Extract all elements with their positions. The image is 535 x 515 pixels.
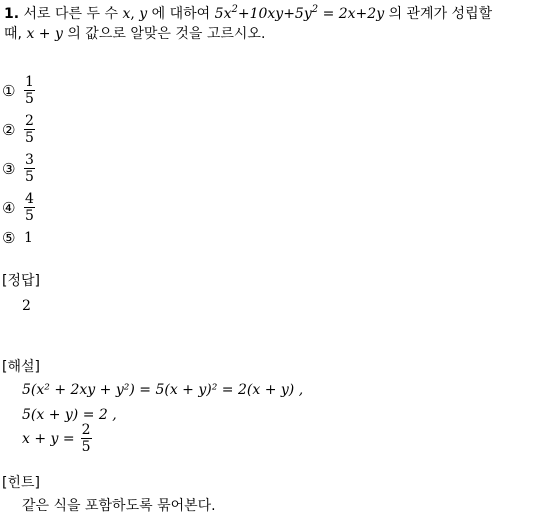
choice-3[interactable] — [2, 152, 35, 185]
choice-1[interactable] — [2, 74, 35, 107]
answer-value: 2 — [22, 298, 31, 314]
comma: , — [130, 6, 135, 22]
frac-num: 3 — [25, 152, 34, 168]
frac-den: 5 — [25, 169, 34, 185]
choice-fraction — [24, 191, 35, 224]
expr-x-plus-y: x + y — [26, 26, 63, 42]
question-line-1 — [4, 4, 492, 24]
choice-mark: ④ — [2, 198, 16, 217]
var-y: y — [139, 6, 148, 22]
eq-sq-2: 2 — [311, 4, 319, 15]
explanation-line-1: 5(x² + 2xy + y²) = 5(x + y)² = 2(x + y) , — [22, 382, 304, 398]
question-text-a: 서로 다른 두 수 — [23, 6, 119, 22]
frac-num: 2 — [81, 422, 91, 438]
question-text-c: 의 관계가 성립할 — [388, 6, 493, 22]
eq-5x: 5x — [214, 6, 232, 22]
expl-lhs: x + y = — [22, 430, 75, 447]
frac-num: 4 — [25, 191, 34, 207]
choice-4[interactable] — [2, 191, 35, 224]
frac-den: 5 — [81, 439, 91, 455]
question-text-e: 의 값으로 알맞은 것을 고르시오. — [67, 26, 266, 42]
hint-text: 같은 식을 포함하도록 묶어본다. — [22, 498, 216, 514]
answer-label: [정답] — [2, 273, 40, 289]
expl-fraction — [81, 422, 92, 455]
choice-value: 1 — [24, 230, 33, 246]
var-x: x — [122, 6, 131, 22]
hint-label: [힌트] — [2, 475, 40, 491]
eq-mid: +10xy+5y — [237, 6, 312, 22]
eq-rhs: = 2x+2y — [318, 6, 385, 22]
choice-fraction — [24, 74, 35, 107]
choice-mark: ① — [2, 81, 16, 100]
explanation-label: [해설] — [2, 359, 40, 375]
question-text-d: 때, — [4, 26, 22, 42]
frac-num: 2 — [25, 113, 34, 129]
frac-den: 5 — [25, 130, 34, 146]
choice-fraction — [24, 113, 35, 146]
choice-mark: ⑤ — [2, 229, 16, 247]
equation — [215, 6, 384, 22]
explanation-line-2: 5(x + y) = 2 , — [22, 407, 117, 423]
question-number: 1. — [4, 6, 20, 22]
frac-den: 5 — [25, 208, 34, 224]
question-text-b: 에 대하여 — [151, 6, 211, 22]
choice-2[interactable] — [2, 113, 35, 146]
choice-mark: ③ — [2, 159, 16, 178]
frac-den: 5 — [25, 91, 34, 107]
question-line-2 — [4, 24, 265, 44]
choice-5[interactable] — [2, 229, 33, 247]
explanation-line-3 — [22, 422, 92, 455]
choice-mark: ② — [2, 120, 16, 139]
frac-num: 1 — [25, 74, 34, 90]
choice-fraction — [24, 152, 35, 185]
eq-sq-1: 2 — [231, 4, 238, 15]
